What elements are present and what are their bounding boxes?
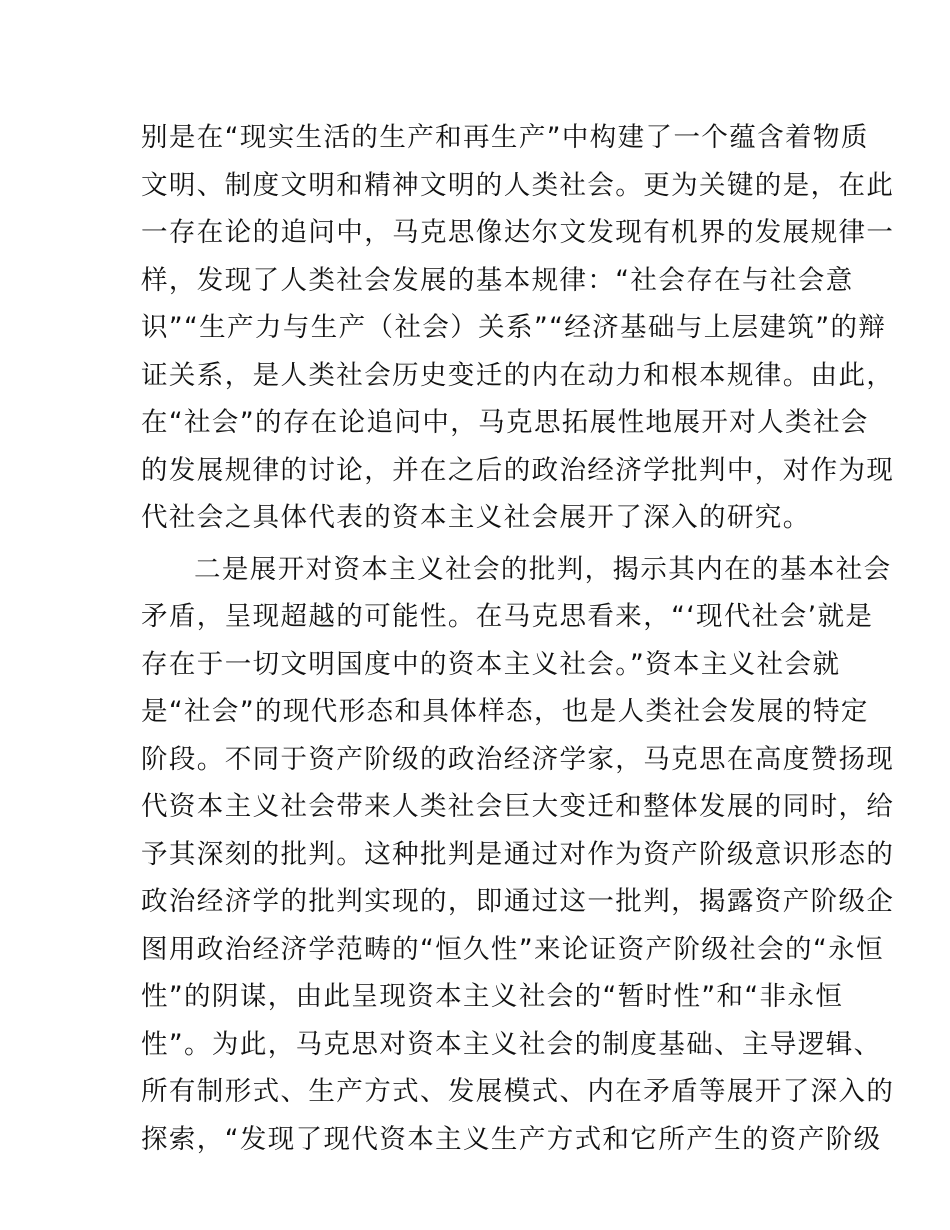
text-line: 探索，“发现了现代资本主义生产方式和它所产生的资产阶级 (141, 1123, 882, 1155)
text-line: 性”的阴谋，由此呈现资本主义社会的“暂时性”和“非永恒 (141, 981, 844, 1012)
text-line: 性”。为此，马克思对资本主义社会的制度基础、主导逻辑、 (141, 1028, 882, 1060)
text-line: 别是在“现实生活的生产和再生产”中构建了一个蕴含着物质 (141, 122, 869, 153)
paragraph-2 (141, 546, 895, 1164)
text-line: 的发展规律的讨论，并在之后的政治经济学批判中，对作为现 (141, 454, 895, 486)
text-line: 一存在论的追问中，马克思像达尔文发现有机界的发展规律一 (141, 217, 895, 248)
text-line: 代社会之具体代表的资本主义社会展开了深入的研究。 (141, 502, 811, 533)
text-line: 政治经济学的批判实现的，即通过这一批判，揭露资产阶级企 (141, 886, 895, 917)
text-line: 所有制形式、生产方式、发展模式、内在矛盾等展开了深入的 (141, 1076, 895, 1107)
text-line: 代资本主义社会带来人类社会巨大变迁和整体发展的同时，给 (141, 791, 895, 822)
text-line: 予其深刻的批判。这种批判是通过对作为资产阶级意识形态的 (141, 838, 895, 870)
text-line: 是“社会”的现代形态和具体样态，也是人类社会发展的特定 (141, 696, 869, 727)
text-line: 识”“生产力与生产（社会）关系”“经济基础与上层建筑”的辩 (141, 312, 887, 343)
text-line: 证关系，是人类社会历史变迁的内在动力和根本规律。由此， (141, 359, 895, 391)
text-line: 矛盾，呈现超越的可能性。在马克思看来，“‘现代社会’就是 (141, 601, 874, 632)
text-line: 图用政治经济学范畴的“恒久性”来论证资产阶级社会的“永恒 (141, 933, 884, 965)
body-text (141, 114, 895, 1163)
text-line: 存在于一切文明国度中的资本主义社会。”资本主义社会就 (141, 648, 841, 680)
paragraph-1 (141, 114, 895, 542)
text-line: 二是展开对资本主义社会的批判，揭示其内在的基本社会 (194, 553, 892, 585)
text-line: 阶段。不同于资产阶级的政治经济学家，马克思在高度赞扬现 (141, 743, 895, 775)
text-line: 样，发现了人类社会发展的基本规律：“社会存在与社会意 (141, 264, 854, 296)
text-line: 文明、制度文明和精神文明的人类社会。更为关键的是，在此 (141, 169, 895, 201)
text-line: 在“社会”的存在论追问中，马克思拓展性地展开对人类社会 (141, 407, 869, 438)
